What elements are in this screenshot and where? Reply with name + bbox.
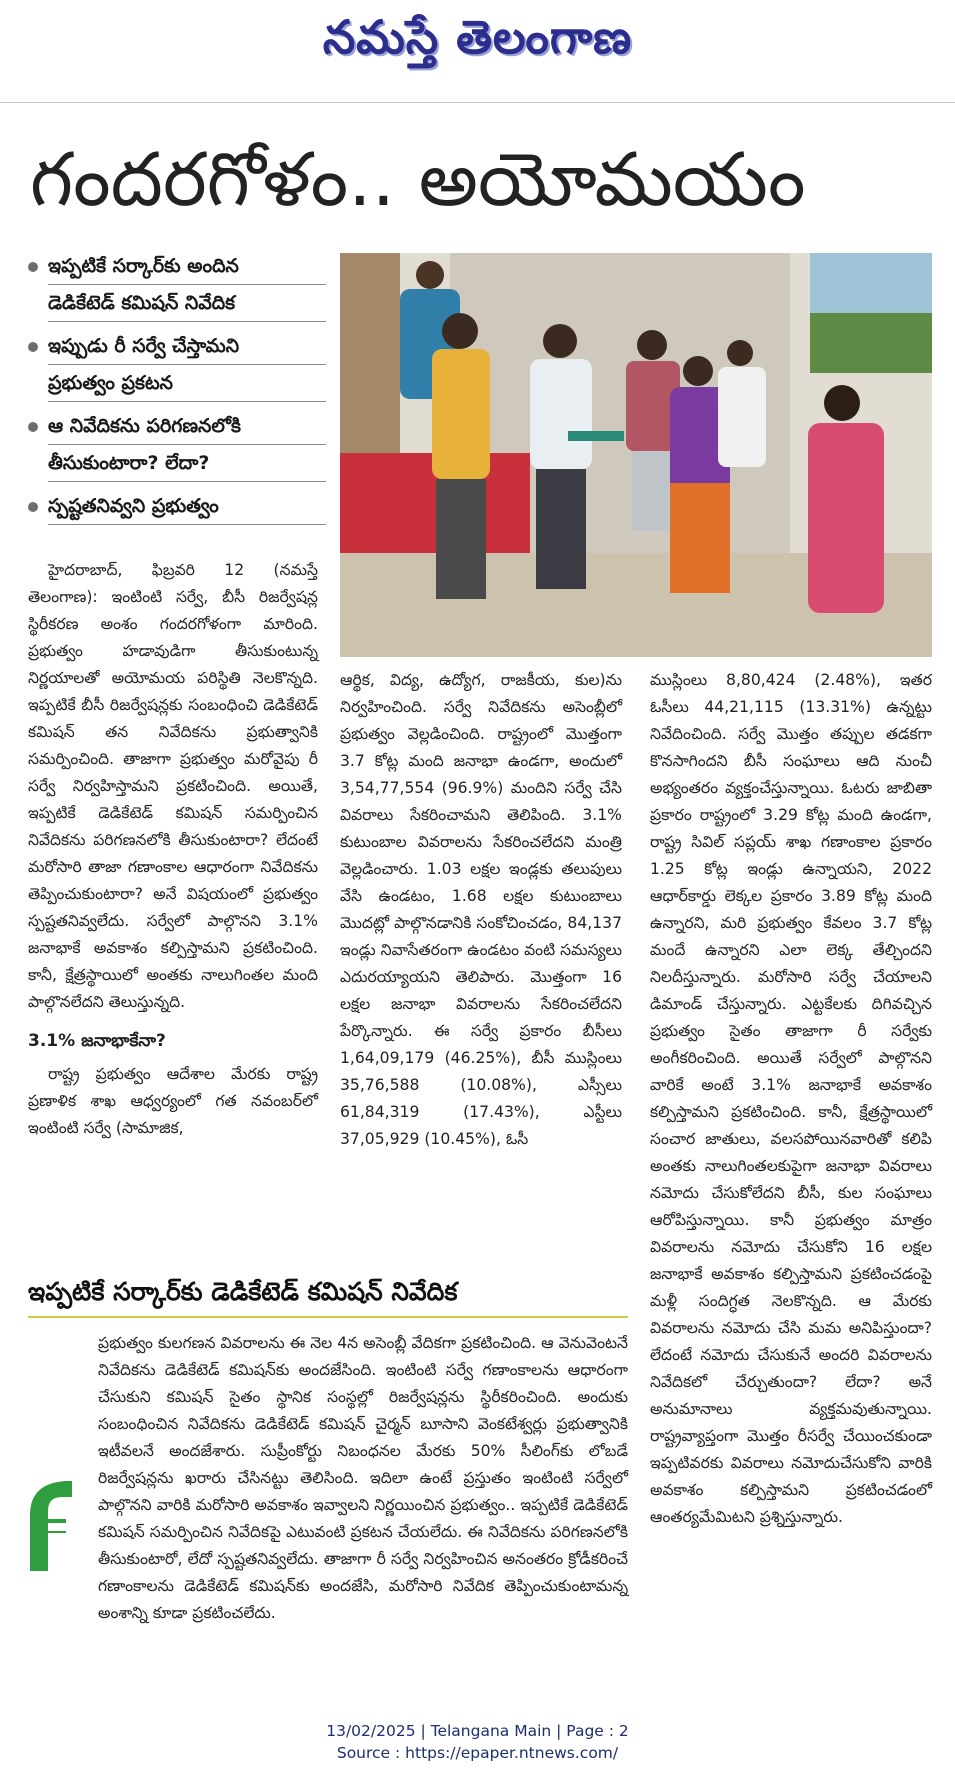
article-paragraph: రాష్ట్ర ప్రభుత్వం ఆదేశాల మేరకు రాష్ట్ర ప్రణాళిక శాఖ ఆధ్వర్యంలో గత నవంబర్‌లో ఇంటింటి సర్వే (సామాజిక, xyxy=(28,1065,318,1137)
bullet-3 xyxy=(26,408,326,482)
bullet-line: ఆ నివేదికను పరిగణనలోకి xyxy=(48,408,326,445)
bullet-dot-icon xyxy=(28,502,38,512)
article-subhead: 3.1% జనాభాకేనా? xyxy=(28,1031,166,1051)
article-paragraph: హైదరాబాద్, ఫిబ్రవరి 12 (నమస్తే తెలంగాణ): ఇంటింటి సర్వే, బీసీ రిజర్వేషన్ల స్థిరీకరణ అంశం గందరగోళంగా మారింది. ప్రభుత్వం హడావుడిగా తీసుకుంటున్న నిర్ణయాలతో అయోమయ పరిస్థితి నెలకొన్నది. ఇప్పటికే బీసీ రిజర్వేషన్లకు సంబంధించి డెడికేటెడ్ కమిషన్ తన నివేదికను ప్రభుత్వానికి సమర్పించింది. తాజాగా ప్రభుత్వం మరోవైపు రీ సర్వే నిర్వహిస్తామని ప్రకటించింది. అయితే, ఇప్పటికే డెడికేటెడ్ కమిషన్ సమర్పించిన నివేదికను పరిగణనలోకి తీసుకుంటారా? లేదంటే మరోసారి తాజా గణాంకాల ఆధారంగా నివేదికను తెప్పించుకుంటారా? అనే విషయంలో ప్రభుత్వం స్పష్టతనివ్వలేదు. సర్వేలో పాల్గొనని 3.1% జనాభాకే అవకాశం కల్పిస్తామని ప్రకటించింది. కానీ, క్షేత్రస్థాయిలో అంతకు నాలుగింతల మంది పాల్గొనలేదని తెలుస్తున్నది. xyxy=(28,561,318,1011)
page-footer xyxy=(0,1720,955,1764)
footer-date-edition: 13/02/2025 | Telangana Main | Page : 2 xyxy=(326,1722,629,1740)
article-column-3 xyxy=(650,667,932,1702)
person-figure xyxy=(432,313,490,599)
bullet-line: ఇప్పటికే సర్కార్‌కు అందిన xyxy=(48,248,326,285)
article-paragraph: ప్రభుత్వం కులగణన వివరాలను ఈ నెల 4న అసెంబ్లీ వేదికగా ప్రకటించింది. ఆ వెనువెంటనే నివేదికను డెడికేటెడ్ కమిషన్‌కు అందజేసింది. ఇంటింటి సర్వే గణాంకాలను ఆధారంగా చేసుకుని కమిషన్ సైతం స్థానిక సంస్థల్లో రిజర్వేషన్లను స్థిరీకరించింది. అందుకు సంబంధించిన నివేదికను డెడికేటెడ్ కమిషన్ చైర్మన్ బూసాని వెంకటేశ్వర్లు ప్రభుత్వానికి ఇటీవలనే అందజేశారు. సుప్రీంకోర్టు నిబంధనల మేరకు 50% సీలింగ్‌కు లోబడే రిజర్వేషన్లను ఖరారు చేసినట్టు తెలిసింది. ఇదిలా ఉంటే ప్రస్తుతం ఇంటింటి సర్వేలో పాల్గొనని వారికి మరోసారి అవకాశం ఇవ్వాలని నిర్ణయించిన ప్రభుత్వం.. ఇప్పటికే డెడికేటెడ్ కమిషన్ సమర్పించిన నివేదికపై ఎటువంటి ప్రకటన చేయలేదు. ఈ నివేదికను పరిగణనలోకి తీసుకుంటారో, లేదో స్పష్టతనివ్వలేదు. తాజాగా రీ సర్వే నిర్వహించిన అనంతరం క్రోడీకరించే గణాంకాలను డెడికేటెడ్ కమిషన్‌కు అందజేసి, మరోసారి నివేదిక తెప్పించుకుంటామన్న అంశాన్ని కూడా ప్రకటించలేదు. xyxy=(98,1334,628,1622)
bullet-1 xyxy=(26,248,326,322)
sub-story-headline: ఇప్పటికే సర్కార్‌కు డెడికేటెడ్ కమిషన్ నివేదిక xyxy=(28,1272,628,1318)
masthead-divider xyxy=(0,102,955,103)
survey-scene-illustration xyxy=(340,253,932,657)
article-paragraph: ముస్లింలు 8,80,424 (2.48%), ఇతర ఓసీలు 44,21,115 (13.31%) ఉన్నట్టు నివేదించింది. సర్వే మొత్తం తప్పుల తడకగా కొనసాగిందని బీసీ సంఘాలు ఆది నుంచీ అభ్యంతరం వ్యక్తంచేస్తున్నాయి. ఓటరు జాబితా ప్రకారం రాష్ట్రంలో 3.29 కోట్ల మంది ఉండగా, రాష్ట్ర సివిల్ సప్లయ్ శాఖ గణాంకాల ప్రకారం 1.25 కోట్ల ఇండ్లు ఉన్నాయని, 2022 ఆధార్‌కార్డు లెక్కల ప్రకారం 3.89 కోట్ల మంది ఉన్నారని, మరి ప్రభుత్వం కేవలం 3.7 కోట్ల మందే ఉన్నారని ఎలా లెక్క తేల్చిందని నిలదీస్తున్నారు. మరోసారి సర్వే చేయాలని డిమాండ్ చేస్తున్నారు. ఎట్టకేలకు దిగివచ్చిన ప్రభుత్వం సైతం తాజాగా రీ సర్వేకు అంగీకరించింది. అయితే సర్వేలో పాల్గొనని వారికే అంటే 3.1% జనాభాకే అవకాశం కల్పిస్తామని ప్రకటించింది. కానీ, క్షేత్రస్థాయిలో సంచార జాతులు, వలసపోయినవారితో కలిపి అంతకు నాలుగింతలకుపైగా జనాభా వివరాలు నమోదు చేసుకోలేదని బీసీ, కుల సంఘాలు ఆరోపిస్తున్నాయి. కానీ ప్రభుత్వం మాత్రం వివరాలను నమోదు చేసుకోని 16 లక్షల జనాభాకే అవకాశం కల్పిస్తామని ప్రకటించడంపై మళ్లీ సందిగ్ధత నెలకొన్నది. ఆ మేరకు వివరాలను నమోదు చేసి మమ అనిపిస్తుందా? లేదంటే నమోదు చేసుకునే అందరి వివరాలను నివేదికలో చేర్చుతుందా? లేదా? అనే అనుమానాలు వ్యక్తమవుతున్నాయి. రాష్ట్రవ్యాప్తంగా మొత్తం రీసర్వే చేయించకుండా ఇప్పటివరకు వివరాలు నమోదుచేసుకోని వారికి అవకాశం కల్పిస్తామని ప్రకటించడంలో ఆంతర్యమేమిటని ప్రశ్నిస్తున్నారు. xyxy=(650,671,932,1526)
bullet-line: డెడికేటెడ్ కమిషన్ నివేదిక xyxy=(48,285,326,322)
masthead xyxy=(0,0,955,100)
article-paragraph: ఆర్థిక, విద్య, ఉద్యోగ, రాజకీయ, కుల)ను నిర్వహించింది. సర్వే నివేదికను అసెంబ్లీలో ప్రభుత్వం వెల్లడించింది. రాష్ట్రంలో మొత్తంగా 3.7 కోట్ల మంది జనాభా ఉండగా, అందులో 3,54,77,554 (96.9%) మందిని సర్వే చేసి వివరాలు సేకరించామని తెలిపింది. 3.1% కుటుంబాల వివరాలను సేకరించలేదని మంత్రి వెల్లడించారు. 1.03 లక్షల ఇండ్లకు తలుపులు వేసి ఉండటం, 1.68 లక్షల కుటుంబాలు మొదట్లో పాల్గొనడానికి సంకోచించడం, 84,137 ఇండ్లు నివాసేతరంగా ఉండటం వంటి సమస్యలు ఎదురయ్యాయని తెలిపారు. మొత్తంగా 16 లక్షల జనాభా వివరాలను సేకరించలేదని పేర్కొన్నారు. ఈ సర్వే ప్రకారం బీసీలు 1,64,09,179 (46.25%), బీసీ ముస్లింలు 35,76,588 (10.08%), ఎస్సీలు 61,84,319 (17.43%), ఎస్టీలు 37,05,929 (10.45%), ఓసీ xyxy=(340,671,622,1148)
bullet-line: ప్రభుత్వం ప్రకటన xyxy=(48,365,326,402)
footer-source: Source : https://epaper.ntnews.com/ xyxy=(336,1744,619,1762)
publication-logo-icon xyxy=(26,1475,76,1575)
article-headline: గందరగోళం.. అయోమయం xyxy=(30,137,806,223)
bullet-2 xyxy=(26,328,326,402)
bullet-line: తీసుకుంటారా? లేదా? xyxy=(48,445,326,482)
sub-story-body xyxy=(98,1330,628,1702)
bullet-line: స్పష్టతనివ్వని ప్రభుత్వం xyxy=(48,488,326,525)
news-photo xyxy=(340,253,932,657)
bullet-4 xyxy=(26,488,326,525)
bullet-line: ఇప్పుడు రీ సర్వే చేస్తామని xyxy=(48,328,326,365)
highlight-bullets xyxy=(26,248,326,531)
bullet-dot-icon xyxy=(28,422,38,432)
bullet-dot-icon xyxy=(28,262,38,272)
newspaper-title: నమస్తే తెలంగాణ xyxy=(322,10,633,64)
bullet-dot-icon xyxy=(28,342,38,352)
article-column-2 xyxy=(340,667,622,1247)
article-column-1 xyxy=(28,557,318,1247)
